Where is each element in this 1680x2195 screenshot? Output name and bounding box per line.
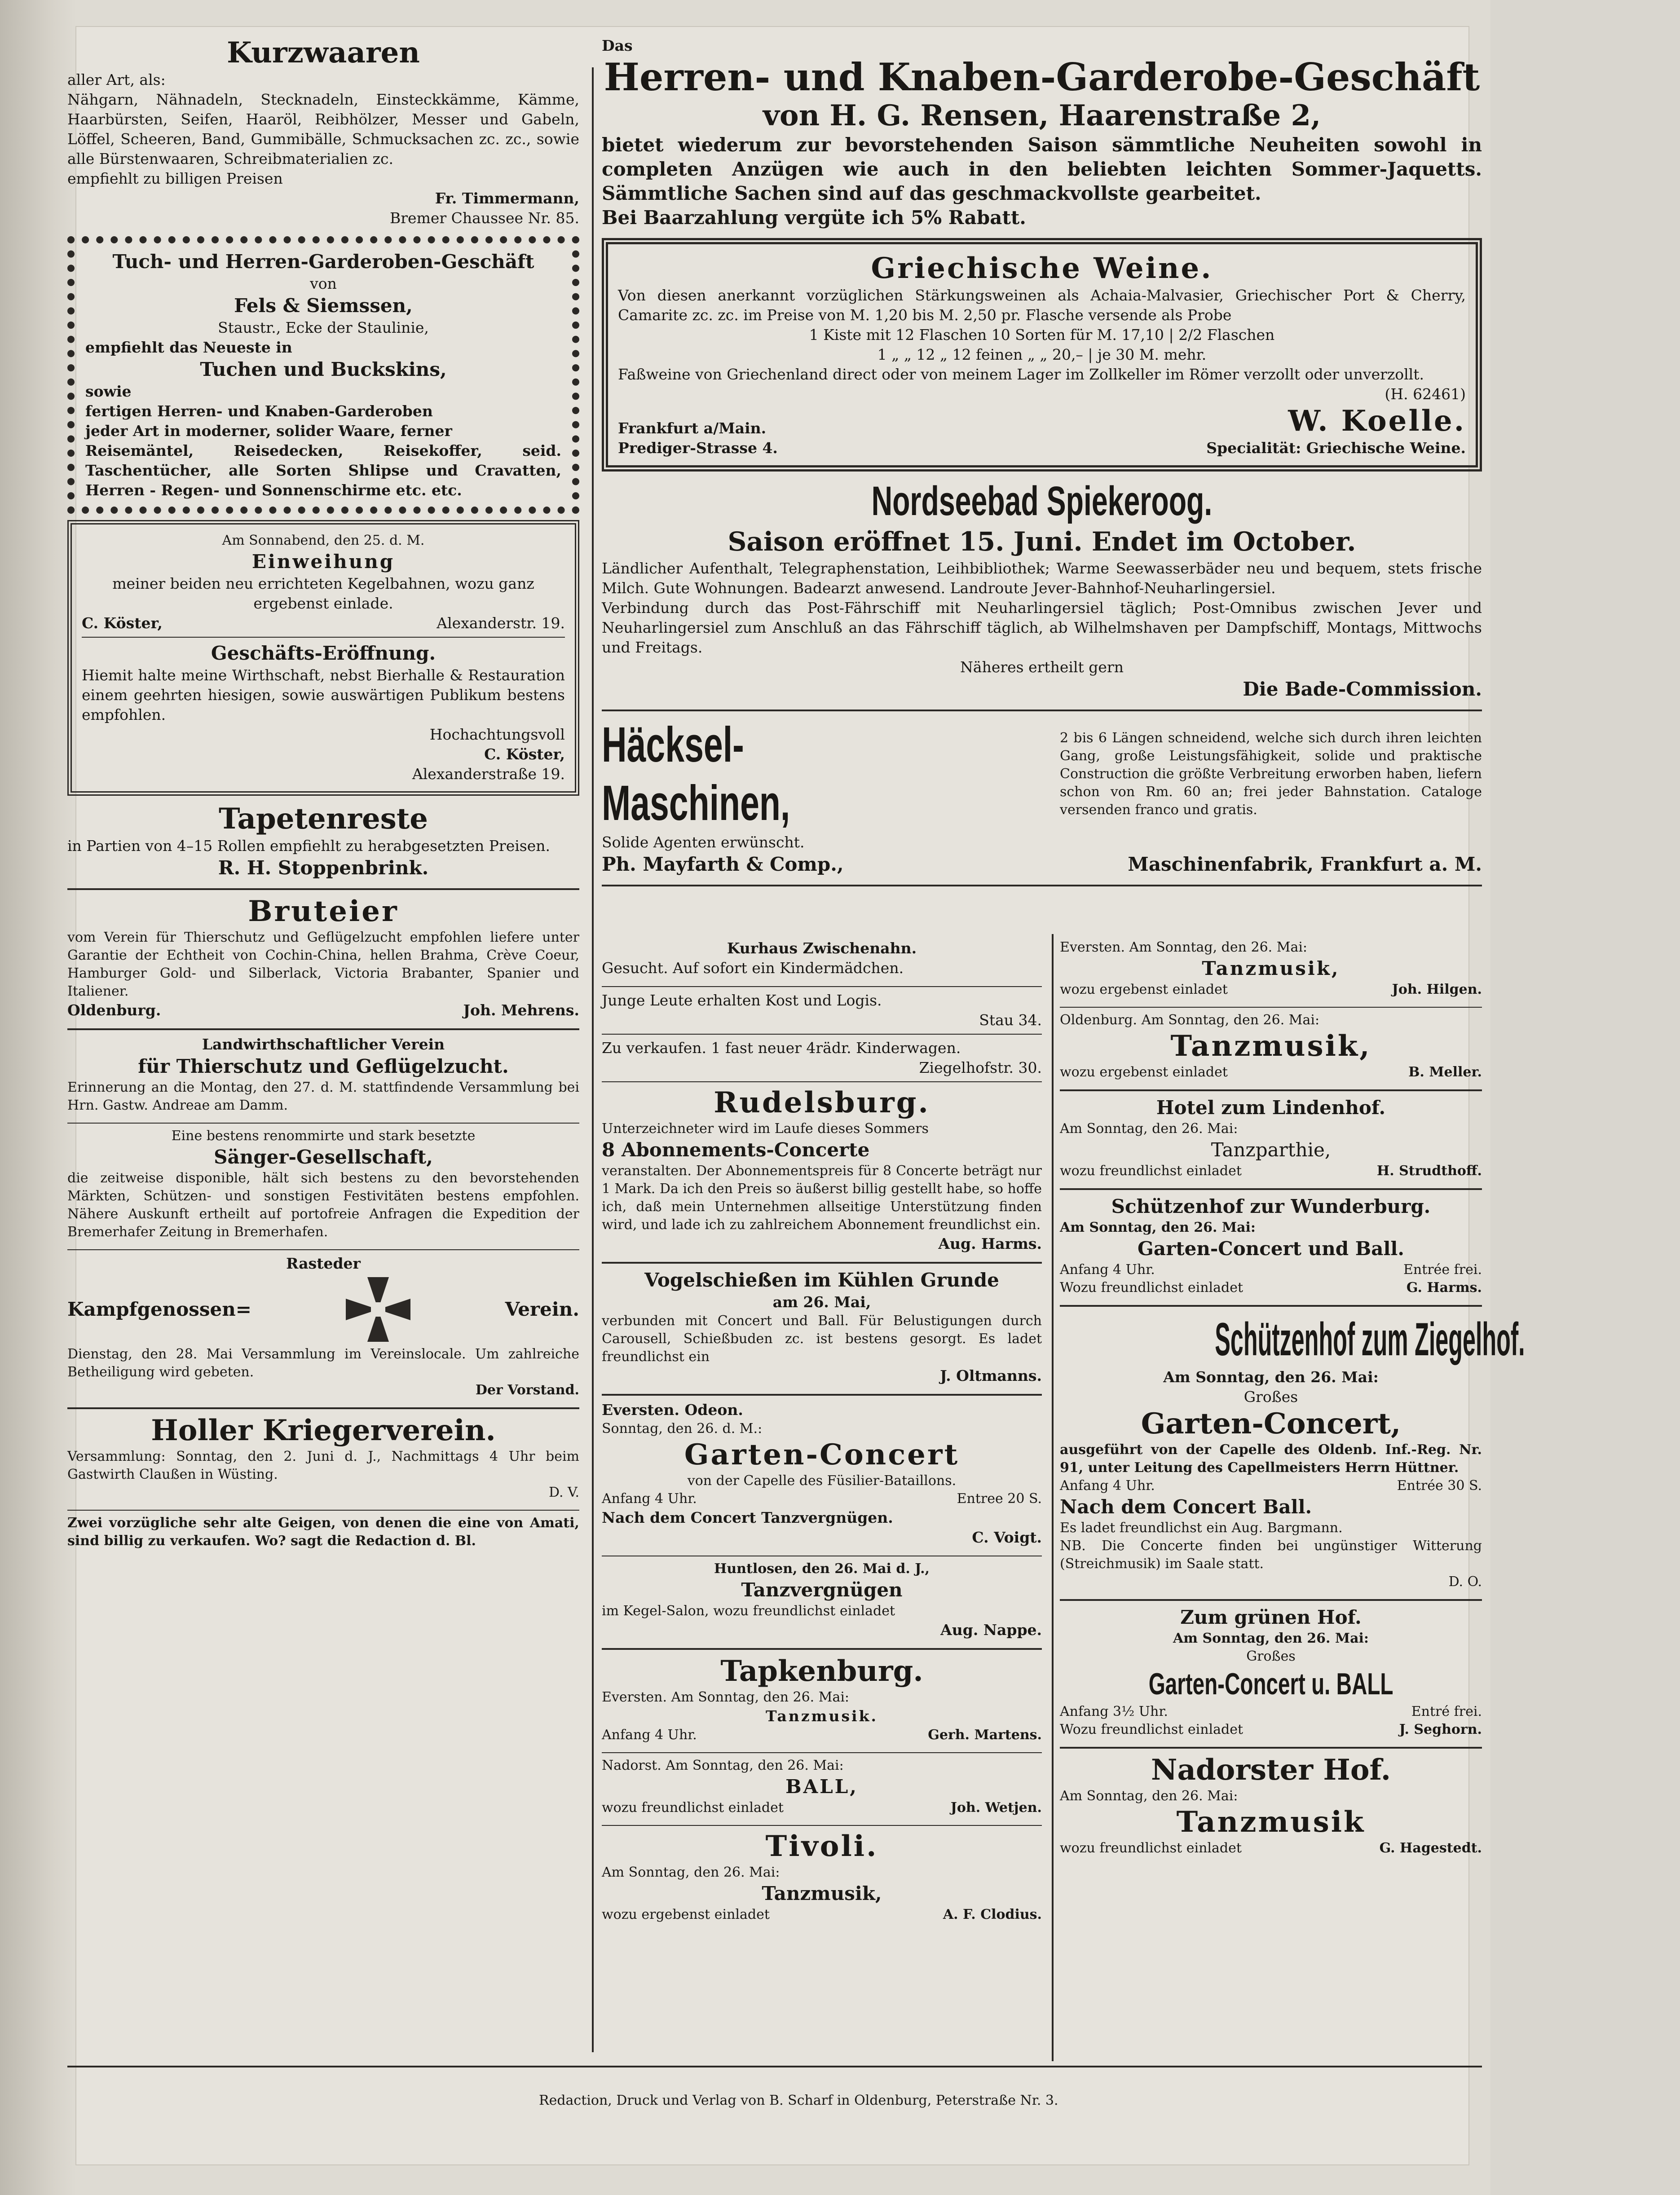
ad-odeon (602, 1400, 1042, 1547)
ad-text: die zeitweise disponible, hält sich bestens zu den bevorstehenden Märkten, Schützen- und sonstigen Festivitäten bestens empfohlen. Nähere Auskunft ertheilt auf portofreie Anfragen die Expedition der Bremerhafer Zeitung in Bremerhafen. (67, 1170, 579, 1240)
ad-sign: Joh. Hilgen. (1392, 982, 1482, 997)
ad-ziegelhof (1060, 1311, 1525, 1591)
ad-text: Wozu freundlichst einladet (1060, 1722, 1243, 1737)
ad-nadorster-hof (1060, 1753, 1482, 1857)
ad-firm: Maschinenfabrik, Frankfurt a. M. (1128, 853, 1482, 875)
ad-start: Anfang 4 Uhr. (1060, 1478, 1155, 1494)
ad-place: Oldenburg. (67, 1001, 161, 1019)
ad-title: Häcksel-Maschinen, (602, 717, 790, 831)
ad-sign: B. Meller. (1408, 1064, 1482, 1080)
ad-text: in Partien von 4–15 Rollen empfiehlt zu herabgesetzten Preisen. (67, 837, 550, 855)
ad-title: Hotel zum Lindenhof. (1156, 1097, 1386, 1119)
ad-rabatt: Bei Baarzahlung vergüte ich 5% Rabatt. (602, 207, 1026, 229)
ad-address: Staustr., Ecke der Staulinie, (218, 319, 429, 336)
ad-title-right: Verein. (505, 1298, 579, 1320)
ad-title: Tanzmusik, (1170, 1029, 1371, 1063)
ad-start: Anfang 4 Uhr. (1060, 1262, 1155, 1278)
ad-title: BALL, (785, 1776, 858, 1798)
ad-head: Rasteder (286, 1255, 361, 1272)
ad-probe: 1 „ „ 12 „ 12 feinen „ „ 20,– | je 30 M. mehr. (877, 346, 1207, 363)
ad-title: Geschäfts-Eröffnung. (211, 642, 436, 664)
ad-bruteier (67, 895, 579, 1020)
ad-koester-frame (67, 520, 579, 796)
ad-title: Tanzmusik, (1202, 957, 1340, 979)
ad-title: Garten-Concert (684, 1438, 960, 1472)
ad-ref: (H. 62461) (1385, 385, 1466, 403)
ad-oldenburg-tanz (1060, 1011, 1482, 1081)
ad-sign: J. Seghorn. (1399, 1722, 1482, 1737)
ad-name: C. Köster, (82, 614, 163, 632)
ad-text: wozu freundlichst einladet (1060, 1840, 1242, 1856)
ad-wunderburg (1060, 1194, 1482, 1297)
ad-kampfgenossen (67, 1254, 579, 1399)
ad-text: wozu freundlichst einladet (1060, 1163, 1242, 1179)
ad-line: Tuchen und Buckskins, (200, 358, 447, 380)
ad-title: Nordseebad Spiekeroog. (871, 478, 1213, 524)
ad-gross: Großes (1246, 1648, 1296, 1664)
ad-date: Nadorst. Am Sonntag, den 26. Mai: (602, 1758, 844, 1773)
ad-ref: Ziegelhofstr. 30. (919, 1059, 1042, 1076)
ad-lindenhof (1060, 1096, 1482, 1180)
ad-date: Huntlosen, den 26. Mai d. J., (714, 1561, 930, 1577)
ad-entry: Entrée 30 S. (1397, 1478, 1482, 1494)
ad-sign: C. Voigt. (972, 1529, 1042, 1546)
ad-text: wozu ergebenst einladet (602, 1907, 770, 1922)
ad-gross: Großes (1243, 1388, 1298, 1406)
ad-sign: D. O. (1448, 1574, 1482, 1590)
column-right-b (1060, 939, 1525, 1865)
ad-title: Tapetenreste (219, 802, 428, 836)
ad-subtitle: Garten-Concert u. BALL (1148, 1667, 1393, 1701)
ad-gruener-hof (1060, 1605, 1482, 1739)
column-right-a (602, 939, 1042, 1932)
ad-name: C. Köster, (484, 745, 565, 763)
ad-date: Sonntag, den 26. d. M.: (602, 1421, 763, 1437)
ad-sign: G. Harms. (1406, 1280, 1482, 1296)
ad-entry: Entrée frei. (1403, 1262, 1482, 1278)
ad-name: R. H. Stoppenbrink. (218, 857, 429, 879)
ad-sign: A. F. Clodius. (943, 1907, 1042, 1922)
column-rule-right (1052, 934, 1054, 2061)
ad-date: Am Sonntag, den 26. Mai: (1060, 1220, 1256, 1235)
ad-title: Tapkenburg. (720, 1654, 923, 1688)
ad-subtitle: Tanzmusik (1176, 1805, 1366, 1839)
ad-line: fertigen Herren- und Knaben-Garderoben (85, 402, 433, 420)
ad-title: Nadorster Hof. (1151, 1753, 1391, 1787)
column-rule-left (592, 67, 594, 2052)
ad-place: Eversten. Odeon. (602, 1401, 743, 1419)
ad-tuch-frame (67, 236, 579, 514)
ad-subtitle: Tanzparthie, (1211, 1139, 1331, 1161)
ad-nadorst (602, 1757, 1042, 1817)
ad-saenger (67, 1127, 579, 1241)
imprint: Redaction, Druck und Verlag von B. Scharf in Oldenburg, Peterstraße Nr. 3. (539, 2093, 1058, 2108)
ad-text: wozu freundlichst einladet (602, 1800, 784, 1816)
ad-after: Nach dem Concert Tanzvergnügen. (602, 1509, 893, 1526)
ad-text: Erinnerung an die Montag, den 27. d. M. stattfindende Versammlung bei Hrn. Gastw. Andreae am Damm. (67, 1080, 579, 1113)
ad-kurzwaaren (67, 36, 579, 228)
ad-vogelschiessen (602, 1268, 1042, 1386)
ad-eversten-tanz (1060, 939, 1482, 999)
ad-subtitle: Tanzmusik. (766, 1707, 878, 1725)
ad-date: Oldenburg. Am Sonntag, den 26. Mai: (1060, 1012, 1320, 1028)
ad-text: von der Capelle des Füsilier-Bataillons. (687, 1473, 957, 1489)
ad-text: Versammlung: Sonntag, den 2. Juni d. J., Nachmittags 4 Uhr beim Gastwirth Claußen in Wüsting. (67, 1449, 579, 1482)
ad-text: Dienstag, den 28. Mai Versammlung im Vereinslocale. Um zahlreiche Betheiligung wird gebeten. (67, 1346, 579, 1380)
ad-sign: Gerh. Martens. (928, 1727, 1042, 1743)
ad-name: Ph. Mayfarth & Comp., (602, 853, 844, 875)
ad-date: Am Sonntag, den 26. Mai: (1173, 1631, 1369, 1646)
ad-line: sowie (85, 383, 132, 400)
ad-title: Sänger-Gesellschaft, (214, 1146, 433, 1168)
ad-agent: Solide Agenten erwünscht. (602, 833, 805, 851)
ad-kurhaus (602, 939, 1042, 978)
ad-weine-frame (602, 238, 1482, 472)
ad-address: Alexanderstr. 19. (437, 614, 565, 632)
ad-head: Eine bestens renommirte und stark besetzte (171, 1128, 476, 1144)
ad-title-left: Kampfgenossen= (67, 1298, 251, 1320)
ad-text: 2 bis 6 Längen schneidend, welche sich durch ihren leichten Gang, große Leistungsfähigkeit, solide und praktische Construction die größte Verbreitung erworben haben, liefern schon von Rm. 60 an; frei jeder Bahnstation. Cataloge versenden franco und gratis. (1060, 730, 1482, 818)
ad-title: Rudelsburg. (714, 1086, 930, 1120)
ad-sign: Der Vorstand. (475, 1382, 579, 1398)
ad-start: Anfang 4 Uhr. (602, 1727, 697, 1743)
ad-text: Von diesen anerkannt vorzüglichen Stärkungsweinen als Achaia-Malvasier, Griechischer Port & Cherry, Camarite zc. zc. im Preise von M. 1,20 bis M. 2,50 pr. Flasche versende als Probe (618, 286, 1466, 324)
ad-spiekeroog (602, 478, 1482, 701)
ad-rudelsburg (602, 1086, 1042, 1254)
ad-after: Nach dem Concert Ball. (1060, 1496, 1312, 1518)
ad-text: Ländlicher Aufenthalt, Telegraphenstation, Leihbibliothek; Warme Seewasserbäder neu und bequem, stets frische Milch. Gute Wohnungen. Badearzt anwesend. Landroute Jever-Bahnhof-Neuharlingersiel. (602, 560, 1482, 597)
ad-geigen: Zwei vorzügliche sehr alte Geigen, von denen die eine von Amati, sind billig zu verkaufen. Wo? sagt die Redaction d. Bl. (67, 1515, 579, 1549)
ad-title: Griechische Weine. (871, 251, 1213, 285)
ad-sign: G. Hagestedt. (1379, 1840, 1482, 1856)
ad-text: Wozu freundlichst einladet (1060, 1280, 1243, 1296)
ad-title: Schützenhof zum Ziegelhof. (1215, 1313, 1525, 1366)
ad-price: empfiehlt zu billigen Preisen (67, 170, 283, 187)
ad-invite: Es ladet freundlichst ein Aug. Bargmann. (1060, 1520, 1343, 1536)
ad-von: von H. G. Rensen, Haarenstraße 2, (763, 99, 1321, 132)
ad-text: Verbindung durch das Post-Fährschiff mit Neuharlingersiel täglich; Post-Omnibus zwischen Jever und Neuharlingersiel zum Anschluß an das Fährschiff täglich, ab Wilhelmshaven per Dampfschiff, Montags, Mittwochs und Freitags. (602, 599, 1482, 656)
ad-title: Schützenhof zur Wunderburg. (1111, 1195, 1431, 1217)
ad-date: Eversten. Am Sonntag, den 26. Mai: (1060, 939, 1308, 955)
ad-entry: Entré frei. (1411, 1704, 1482, 1719)
ad-name: Fr. Timmermann, (435, 190, 579, 207)
ad-start: Anfang 3½ Uhr. (1060, 1704, 1168, 1719)
ad-intro: aller Art, als: (67, 71, 166, 88)
ad-sign: D. V. (548, 1485, 579, 1500)
ad-text: meiner beiden neu errichteten Kegelbahnen, wozu ganz ergebenst einlade. (112, 575, 534, 612)
ad-subtitle: Garten-Concert und Ball. (1137, 1238, 1405, 1260)
ad-tivoli (602, 1829, 1042, 1924)
ad-date: Am Sonntag, den 26. Mai: (1060, 1121, 1238, 1137)
ad-text: verbunden mit Concert und Ball. Für Belustigungen durch Carousell, Schießbuden zc. ist bestens gesorgt. Es ladet freundlichst ein (602, 1313, 1042, 1365)
ad-title: Tanzvergnügen (741, 1579, 903, 1601)
ad-das: Das (602, 37, 633, 54)
ad-verein (67, 1035, 579, 1115)
ad-date: Am Sonntag, den 26. Mai: (1163, 1368, 1379, 1386)
ad-street: Prediger-Strasse 4. (618, 439, 778, 457)
ad-city: Frankfurt a/Main. (618, 419, 767, 437)
ad-nb: NB. Die Concerte finden bei ungünstiger Witterung (Streichmusik) im Saale statt. (1060, 1538, 1482, 1572)
ad-sign: J. Oltmanns. (940, 1367, 1042, 1384)
ad-subtitle: Garten-Concert, (1141, 1407, 1401, 1441)
ad-text: wozu ergebenst einladet (1060, 982, 1228, 997)
column-left (67, 36, 579, 1550)
ad-sign: H. Strudthoff. (1376, 1163, 1482, 1179)
ad-title: Zum grünen Hof. (1180, 1606, 1362, 1628)
ad-date: Am Sonnabend, den 25. d. M. (222, 533, 425, 548)
ad-name: Fels & Siemssen, (234, 295, 413, 317)
ad-tapeten (67, 802, 579, 880)
ad-title: Herren- und Knaben-Garderobe-Geschäft (604, 55, 1480, 99)
ad-text: vom Verein für Thierschutz und Geflügelzucht empfohlen liefere unter Garantie der Echtheit von Cochin-China, hellen Brahma, Crève Coeur, Hamburger Gold- und Silberlack, Victoria Brabanter, Spanier und Italiener. (67, 930, 579, 999)
ad-huntlosen (602, 1560, 1042, 1640)
ad-head: Landwirthschaftlicher Verein (202, 1036, 445, 1053)
ad-text: Näheres ertheilt gern (960, 658, 1124, 676)
column-right-top (602, 36, 1482, 891)
ad-sign: Die Bade-Commission. (1243, 678, 1482, 700)
ad-address: Alexanderstraße 19. (412, 765, 565, 783)
ad-subtitle: Saison eröffnet 15. Juni. Endet im October. (728, 526, 1356, 557)
ad-text: Gesucht. Auf sofort ein Kindermädchen. (602, 959, 904, 977)
ad-line: Reisemäntel, Reisedecken, Reisekoffer, seid. Taschentücher, alle Sorten Shlipse und Cravatten, Herren - Regen- und Sonnenschirme etc. etc. (85, 442, 561, 499)
ad-verkauf: Zu verkaufen. 1 fast neuer 4rädr. Kinderwagen. (602, 1039, 961, 1057)
ad-von: von (310, 275, 337, 292)
footer-rule (67, 2066, 1482, 2067)
ad-date: am 26. Mai, (772, 1293, 871, 1311)
ad-fass: Faßweine von Griechenland direct oder von meinem Lager im Zollkeller im Römer verzollt oder unverzollt. (618, 366, 1424, 383)
ad-sign: Joh. Wetjen. (950, 1800, 1042, 1816)
ad-kost: Junge Leute erhalten Kost und Logis. (602, 992, 882, 1009)
ad-text: Hiemit halte meine Wirthschaft, nebst Bierhalle & Restauration einem geehrten hiesigen, sowie auswärtigen Publikum bestens empfohlen. (82, 666, 565, 723)
ad-rensen (602, 36, 1482, 230)
ad-title: Bruteier (248, 895, 399, 928)
ad-text: im Kegel-Salon, wozu freundlichst einladet (602, 1603, 895, 1619)
iron-cross-icon (342, 1274, 414, 1345)
ad-title: Tuch- und Herren-Garderoben-Geschäft (112, 251, 534, 273)
ad-name: W. Koelle. (1288, 404, 1466, 438)
ad-title: für Thierschutz und Geflügelzucht. (138, 1055, 509, 1077)
ad-date: Am Sonntag, den 26. Mai: (1060, 1788, 1238, 1804)
ad-sign: Aug. Nappe. (940, 1621, 1042, 1639)
ad-title: Einweihung (251, 551, 395, 573)
ad-subtitle: Tanzmusik, (762, 1882, 882, 1904)
ad-address: Bremer Chaussee Nr. 85. (390, 209, 579, 227)
ad-probe: 1 Kiste mit 12 Flaschen 10 Sorten für M. 17,10 | 2/2 Flaschen (809, 326, 1275, 344)
ad-title: Vogelschießen im Kühlen Grunde (644, 1269, 999, 1291)
ad-line: empfiehlt das Neueste in (85, 339, 292, 356)
ad-title: Kurhaus Zwischenahn. (727, 939, 917, 957)
ad-holler (67, 1414, 579, 1502)
ad-line: jeder Art in moderner, solider Waare, ferner (85, 422, 452, 440)
ad-sign: Aug. Harms. (938, 1235, 1042, 1252)
ad-ref: Stau 34. (979, 1011, 1042, 1029)
ad-tapkenburg (602, 1654, 1042, 1744)
ad-entry: Entree 20 S. (957, 1491, 1042, 1507)
ad-text: wozu ergebenst einladet (1060, 1064, 1228, 1080)
ad-date: Eversten. Am Sonntag, den 26. Mai: (602, 1689, 850, 1705)
ad-greeting: Hochachtungsvoll (429, 726, 565, 743)
ad-head: Unterzeichneter wird im Laufe dieses Sommers (602, 1121, 929, 1137)
ad-specialty: Specialität: Griechische Weine. (1206, 439, 1466, 457)
ad-text: bietet wiederum zur bevorstehenden Saison sämmtliche Neuheiten sowohl in completen Anzügen wie auch in den beliebten leichten Sommer-Jaquetts. Sämmtliche Sachen sind auf das geschmackvollste gearbeitet. (602, 134, 1482, 204)
ad-title: Tivoli. (765, 1829, 878, 1863)
ad-haeckel (602, 716, 1482, 877)
ad-subtitle: 8 Abonnements-Concerte (602, 1139, 870, 1161)
ad-start: Anfang 4 Uhr. (602, 1491, 697, 1507)
ad-date: Am Sonntag, den 26. Mai: (602, 1864, 780, 1880)
ad-text: Nähgarn, Nähnadeln, Stecknadeln, Einsteckkämme, Kämme, Haarbürsten, Seifen, Haaröl, Reibhölzer, Messer und Gabeln, Löffel, Scheeren, Band, Gummibälle, Schmucksachen zc. zc., sowie alle Bürstenwaaren, Schreibmaterialien zc. (67, 91, 579, 167)
page-binding (0, 0, 76, 2195)
ad-title: Kurzwaaren (227, 36, 420, 70)
ad-text: ausgeführt von der Capelle des Oldenb. Inf.-Reg. Nr. 91, unter Leitung des Capellmeisters Herrn Hüttner. (1060, 1442, 1482, 1476)
ad-name: Joh. Mehrens. (463, 1001, 579, 1019)
ad-title: Holler Kriegerverein. (151, 1414, 496, 1447)
ad-text: veranstalten. Der Abonnementspreis für 8 Concerte beträgt nur 1 Mark. Da ich den Preis so äußerst billig gestellt habe, so hoffe ich, daß mein Unternehmen allseitige Unterstützung finden wird, und lade ich zu zahlreichem Abonnement freundlichst ein. (602, 1163, 1042, 1233)
